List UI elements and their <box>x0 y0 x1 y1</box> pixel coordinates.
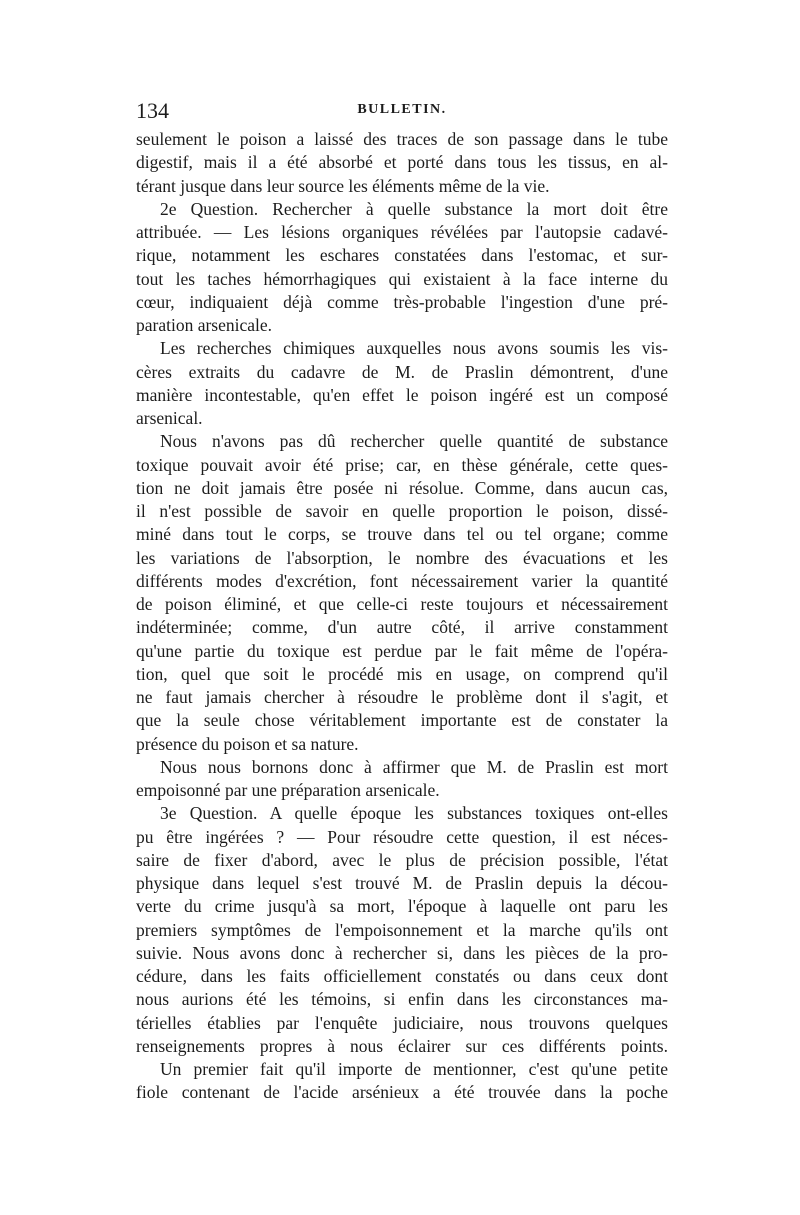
text-line: pu être ingérées ? — Pour résoudre cette question, il est néces- <box>136 826 668 847</box>
text-line: Un premier fait qu'il importe de mentionner, c'est qu'une petite <box>160 1059 668 1079</box>
text-line: attribuée. — Les lésions organiques révélées par l'autopsie cadavé- <box>136 222 668 242</box>
text-line: premiers symptômes de l'empoisonnement et la marche qu'ils ont <box>136 919 668 940</box>
text-line: Nous n'avons pas dû rechercher quelle quantité de substance <box>160 431 668 452</box>
text-line: que la seule chose véritablement importante est de constater la <box>136 710 668 731</box>
text-line: seulement le poison a laissé des traces de son passage dans le tube <box>136 129 668 149</box>
text-line: saire de fixer d'abord, avec le plus de précision possible, l'état <box>136 849 668 870</box>
text-line: digestif, mais il a été absorbé et porté dans tous les tissus, en al- <box>136 152 668 173</box>
text-line: verte du crime jusqu'à sa mort, l'époque à laquelle ont paru les <box>136 896 668 917</box>
text-line: indéterminée; comme, d'un autre côté, il arrive constamment <box>136 617 668 638</box>
page-number: 134 <box>136 98 169 123</box>
text-line: de poison éliminé, et que celle-ci reste toujours et nécessairement <box>136 594 668 614</box>
text-line: qu'une partie du toxique est perdue par le fait même de l'opéra- <box>136 640 668 661</box>
body-text <box>136 128 668 1105</box>
text-line: Les recherches chimiques auxquelles nous avons soumis les vis- <box>160 338 668 359</box>
text-line: empoisonné par une préparation arsenicale. <box>136 780 440 800</box>
text-line: tion ne doit jamais être posée ni résolue. Comme, dans aucun cas, <box>136 477 668 498</box>
text-line: térant jusque dans leur source les éléments même de la vie. <box>136 175 550 196</box>
text-line: Nous nous bornons donc à affirmer que M. de Praslin est mort <box>160 756 668 777</box>
text-line: rique, notamment les eschares constatées dans l'estomac, et sur- <box>136 245 668 266</box>
text-line: fiole contenant de l'acide arsénieux a été trouvée dans la poche <box>136 1082 668 1103</box>
text-line: toxique pouvait avoir été prise; car, en thèse générale, cette ques- <box>136 454 668 475</box>
text-line: nous aurions été les témoins, si enfin dans les circonstances ma- <box>136 989 668 1010</box>
text-line: tion, quel que soit le procédé mis en usage, on comprend qu'il <box>136 663 668 684</box>
text-line: miné dans tout le corps, se trouve dans tel ou tel organe; comme <box>136 524 668 545</box>
text-line: suivie. Nous avons donc à rechercher si, dans les pièces de la pro- <box>136 942 668 963</box>
text-line: manière incontestable, qu'en effet le poison ingéré est un composé <box>136 384 668 405</box>
text-line: arsenical. <box>136 408 203 428</box>
page-header <box>136 98 668 128</box>
text-line: cères extraits du cadavre de M. de Praslin démontrent, d'une <box>136 361 668 382</box>
text-line: térielles établies par l'enquête judiciaire, nous trouvons quelques <box>136 1012 668 1033</box>
running-head: BULLETIN. <box>357 102 447 117</box>
text-line: cédure, dans les faits officiellement constatés ou dans ceux dont <box>136 966 668 986</box>
text-line: différents modes d'excrétion, font nécessairement varier la quantité <box>136 570 668 591</box>
text-line: les variations de l'absorption, le nombre des évacuations et les <box>136 547 668 568</box>
text-line: paration arsenicale. <box>136 315 273 335</box>
text-line: il n'est possible de savoir en quelle proportion le poison, dissé- <box>136 501 668 521</box>
text-line: présence du poison et sa nature. <box>136 733 359 754</box>
text-line: cœur, indiquaient déjà comme très-probable l'ingestion d'une pré- <box>136 291 668 312</box>
section-heading-line: 2e Question. Rechercher à quelle substance la mort doit être <box>160 198 668 219</box>
section-heading-line: 3e Question. A quelle époque les substances toxiques ont-elles <box>160 803 668 824</box>
text-line: tout les taches hémorrhagiques qui existaient à la face interne du <box>136 268 668 289</box>
text-line: physique dans lequel s'est trouvé M. de Praslin depuis la décou- <box>136 873 668 893</box>
text-line: ne faut jamais chercher à résoudre le problème dont il s'agit, et <box>136 687 668 707</box>
text-line: renseignements propres à nous éclairer sur ces différents points. <box>136 1035 668 1056</box>
